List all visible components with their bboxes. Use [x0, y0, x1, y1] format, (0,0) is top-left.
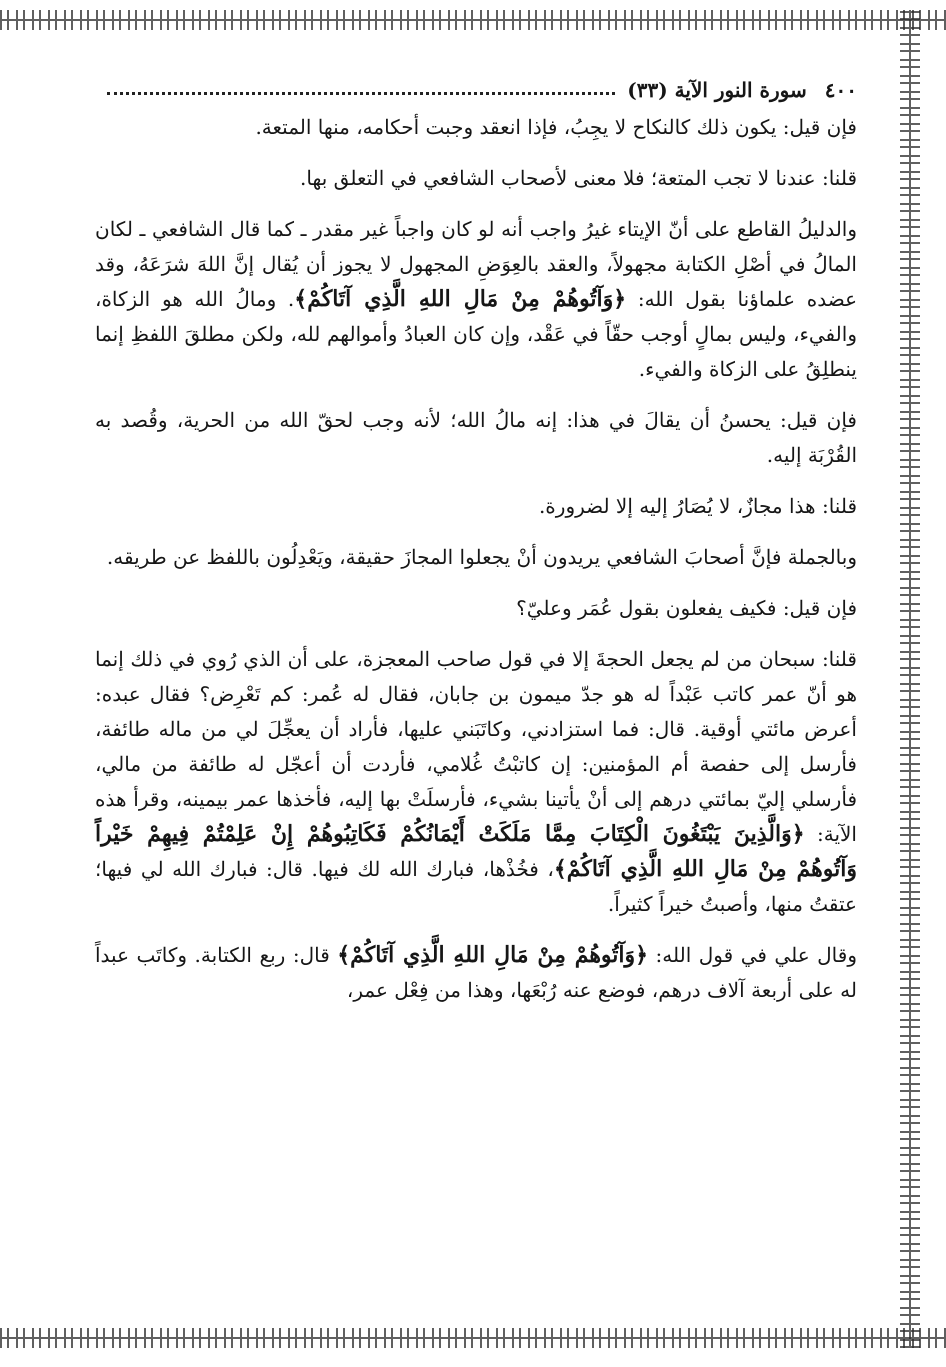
- page-number: ٤٠٠: [824, 78, 857, 102]
- text-segment: . ومالُ الله هو الزكاة، والفيء، وليس بمالٍ أوجب حقّاً في عَقْد، وإن كان العبادُ وأموالهم لله، ولكن مطلقَ اللفظِ إنما ينطلِقُ على الزكاة والفيء.: [95, 287, 857, 381]
- paragraph: [95, 938, 857, 1008]
- text-segment: والدليلُ القاطع على أنّ الإيتاء غيرُ واجب أنه لو كان واجباً غير مقدر ـ كما قال الشافعي ـ لكان المالُ في أصْلِ الكتابة مجهولاً، والعقد بالعِوَضِ المجهول لا يجوز أن يُقال إنَّ اللهَ شرَعَهُ، وقد عضده علماؤنا بقول الله:: [95, 217, 858, 311]
- paragraph: [95, 489, 857, 524]
- text-segment: قلنا: عندنا لا تجب المتعة؛ فلا معنى لأصحاب الشافعي في التعلق بها.: [300, 166, 857, 190]
- paragraph: [95, 540, 857, 575]
- paragraph: [95, 212, 857, 387]
- quran-verse: ﴿وَالَّذِينَ يَبْتَغُونَ الْكِتَابَ مِمَّا مَلَكَتْ أَيْمَانُكُمْ فَكَاتِبُوهُمْ إِنْ عَلِمْتُمْ فِيهِمْ خَيْراً وَآتُوهُمْ مِنْ مَالِ اللهِ الَّذِي آتَاكُمْ﴾: [95, 821, 857, 882]
- text-segment: فإن قيل: يحسنُ أن يقالَ في هذا: إنه مالُ الله؛ لأنه وجب لحقّ الله من الحرية، وقُصد به القُرْبَة إليه.: [95, 408, 857, 467]
- text-segment: قلنا: هذا مجازٌ، لا يُصَارُ إليه إلا لضرورة.: [538, 494, 857, 518]
- quran-verse: ﴿وَآتُوهُمْ مِنْ مَالِ اللهِ الَّذِي آتَاكُمْ﴾: [337, 942, 649, 968]
- book-page: [95, 70, 857, 1024]
- border-bottom: [0, 1328, 946, 1348]
- text-segment: قلنا: سبحان من لم يجعل الحجةَ إلا في قول صاحب المعجزة، على أن الذي رُوي في ذلك إنما هو أنّ عمر كاتب عَبْداً له هو جدّ ميمون بن جابان، فقال له عُمر: كم تَعْرِض؟ فقال عبده: أعرض مائتي أوقية. قال: فما استزادني، وكاتَبَني عليها، فأراد أن يعجِّلَ لي من ماله طائفة، فأرسل إلى حفصة أم المؤمنين: إن كاتبْتُ غُلامي، فأردت أن أعجّل له طائفة من مالي، فأرسلي إليّ بمائتي درهم إلى أنْ يأتينا بشيء، فأرسلَتْ بها إليه، فأخذها عمر بيمينه، وقرأ هذه الآية:: [95, 647, 857, 846]
- border-right: [900, 10, 920, 1348]
- text-segment: وقال علي في قول الله:: [648, 943, 857, 967]
- paragraph: [95, 403, 857, 473]
- body-text: [95, 110, 857, 1008]
- paragraph: [95, 642, 857, 922]
- text-segment: قال: ربع الكتابة. وكاتَب عبداً له على أربعة آلاف درهم، فوضع عنه رُبْعَها، وهذا من فِعْل عمر،: [95, 943, 857, 1002]
- header-leader-dots: [107, 92, 615, 95]
- text-segment: فإن قيل: يكون ذلك كالنكاح لا يجِبُ، فإذا انعقد وجبت أحكامه، منها المتعة.: [255, 115, 857, 139]
- paragraph: [95, 110, 857, 145]
- running-title: سورة النور الآية (٣٣): [627, 78, 807, 102]
- quran-verse: ﴿وَآتُوهُمْ مِنْ مَالِ اللهِ الَّذِي آتَاكُمْ﴾: [294, 286, 627, 312]
- text-segment: وبالجملة فإنَّ أصحابَ الشافعي يريدون أنْ يجعلوا المجازَ حقيقة، ويَعْدِلُون باللفظ عن طريقه.: [106, 545, 857, 569]
- running-header: [95, 70, 857, 110]
- paragraph: [95, 161, 857, 196]
- paragraph: [95, 591, 857, 626]
- border-top: [0, 10, 946, 30]
- text-segment: فإن قيل: فكيف يفعلون بقول عُمَر وعليّ؟: [516, 596, 857, 620]
- text-segment: ، فخُذْها، فبارك الله لك فيها. قال: فبارك الله لي فيها؛ عتقتُ منها، وأصبتُ خيراً كثيراً.: [95, 857, 857, 916]
